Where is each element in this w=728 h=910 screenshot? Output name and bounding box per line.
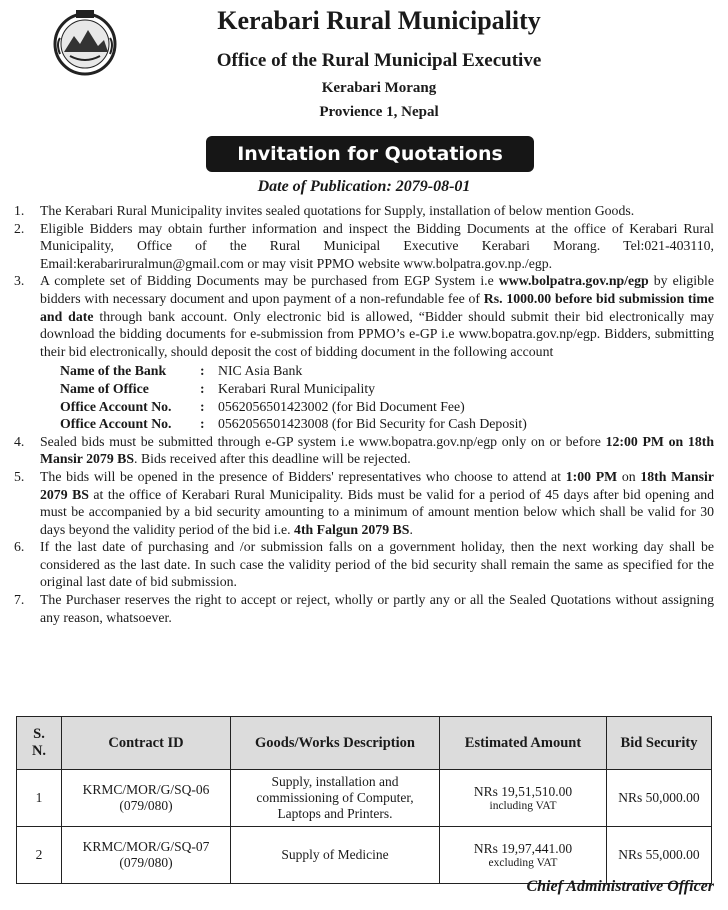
bank-value: NIC Asia Bank <box>218 363 303 379</box>
clause-item <box>14 272 714 360</box>
clause-number: 4. <box>14 433 25 449</box>
description-line: Laptops and Printers. <box>277 806 393 821</box>
amount-value: NRs 19,97,441.00 <box>473 841 573 856</box>
bank-value: Kerabari Rural Municipality <box>218 380 376 396</box>
cell-description <box>231 827 440 884</box>
clause-text-part: The bids will be opened in the presence of Bidders' representatives who choose to attend at <box>40 468 566 484</box>
clause-text <box>40 272 714 360</box>
clause-number: 1. <box>14 203 25 218</box>
submission-deadline: 12:00 PM on 18th Mansir 2079 BS <box>40 433 714 467</box>
clause-item <box>14 538 714 591</box>
contract-year: (079/080) <box>119 855 173 870</box>
publication-date: Date of Publication: 2079-08-01 <box>257 178 471 195</box>
clause-item <box>14 468 714 538</box>
egp-link[interactable]: www.bolpatra.gov.np/egp <box>498 273 649 289</box>
col-header-amount: Estimated Amount <box>440 717 607 770</box>
clause-text <box>40 468 714 538</box>
clause-number: 5. <box>14 468 25 484</box>
bank-details <box>60 362 714 432</box>
clause-text: If the last date of purchasing and /or submission falls on a government holiday, then the next working day shall be considered as the last date. In such case the validity period of the bid security shall remain the same as specified for the original last date of bid submission. <box>40 539 714 590</box>
cell-security: NRs 55,000.00 <box>607 827 712 884</box>
contract-year: (079/080) <box>119 798 173 813</box>
cell-security: NRs 50,000.00 <box>607 770 712 827</box>
bank-colon: : <box>200 416 205 432</box>
contract-id: KRMC/MOR/G/SQ-07 <box>82 839 210 854</box>
clause-text: The Purchaser reserves the right to accept or reject, wholly or partly any or all the Sealed Quotations without assigning any reason, whatsoever. <box>40 592 714 625</box>
clause-text-part: Sealed bids must be submitted through e-GP system i.e www.bopatra.gov.np/egp only on or before <box>40 433 606 449</box>
bank-value: 0562056501423002 (for Bid Document Fee) <box>218 398 465 414</box>
bank-row <box>60 415 714 433</box>
clause-item <box>14 202 714 220</box>
opening-time: 1:00 PM <box>565 468 618 484</box>
bank-label: Name of the Bank <box>60 363 167 379</box>
cell-contract-id <box>62 827 231 884</box>
cell-description <box>231 770 440 827</box>
org-name: Kerabari Rural Municipality <box>217 6 541 35</box>
bank-row <box>60 398 714 416</box>
description-line: commissioning of Computer, <box>256 790 414 805</box>
cell-sn: 1 <box>17 770 62 827</box>
table-header-row <box>17 717 712 770</box>
clause-item <box>14 591 714 626</box>
vat-note: excluding VAT <box>488 857 558 869</box>
table-row <box>17 827 712 884</box>
contract-id: KRMC/MOR/G/SQ-06 <box>82 782 210 797</box>
clause-text-part: on <box>617 468 641 484</box>
signatory-title: Chief Administrative Officer <box>526 878 714 895</box>
vat-note: including VAT <box>489 800 557 812</box>
description-line: Supply of Medicine <box>281 847 389 862</box>
clause-number: 6. <box>14 539 25 555</box>
cell-contract-id <box>62 770 231 827</box>
bank-colon: : <box>200 363 205 379</box>
notice-title-banner: Invitation for Quotations <box>206 136 534 172</box>
amount-value: NRs 19,51,510.00 <box>473 784 573 799</box>
bank-label: Name of Office <box>60 380 149 396</box>
clause-text: The Kerabari Rural Municipality invites sealed quotations for Supply, installation of below mention Goods. <box>40 203 635 218</box>
office-province: Provience 1, Nepal <box>319 104 439 120</box>
clause-number: 3. <box>14 273 25 289</box>
fee-amount: Rs. 1000.00 before bid submission time and date <box>40 290 714 324</box>
clause-item <box>14 220 714 273</box>
col-header-security: Bid Security <box>607 717 712 770</box>
table-row <box>17 770 712 827</box>
clauses-list <box>14 202 714 626</box>
description-line: Supply, installation and <box>271 774 399 789</box>
bank-value: 0562056501423008 (for Bid Security for Cash Deposit) <box>218 416 527 432</box>
clause-item <box>14 433 714 468</box>
bank-colon: : <box>200 398 205 414</box>
cell-amount <box>440 827 607 884</box>
clause-text-part: . Bids received after this deadline will be rejected. <box>134 451 411 467</box>
clause-text-part: through bank account. Only electronic bid is allowed, “Bidder should submit their bid electronically may download the bidding documents for e-submission from PPMO’s e-GP i.e www.bopatra.gov.np/egp. Bidders, submitting their bid electronically, should deposit the cost of bidding document in the following account <box>40 308 714 359</box>
clause-number: 2. <box>14 220 25 236</box>
col-header-sn <box>17 717 62 770</box>
sn-header-line: N. <box>31 743 47 759</box>
bank-colon: : <box>200 380 205 396</box>
bank-row <box>60 362 714 380</box>
clause-text-part: . <box>409 521 413 537</box>
cell-sn: 2 <box>17 827 62 884</box>
bank-label: Office Account No. <box>60 398 172 414</box>
opening-date: 18th Mansir 2079 BS <box>40 468 714 502</box>
clause-text-part: A complete set of Bidding Documents may be purchased from EGP System i.e <box>40 273 499 289</box>
office-name: Office of the Rural Municipal Executive <box>216 50 542 71</box>
cell-amount <box>440 770 607 827</box>
clause-text-part: at the office of Kerabari Rural Municipality. Bids must be valid for a period of 45 days after bid opening and must be accompanied by a bid security amounting to a minimum of amount mention below which shall be valid for 30 days beyond the validity period of the bid i.e. <box>40 486 714 537</box>
clause-number: 7. <box>14 592 25 608</box>
sn-header-line: S. <box>33 726 45 742</box>
bank-row <box>60 380 714 398</box>
quotation-table <box>16 716 712 884</box>
bank-label: Office Account No. <box>60 416 172 432</box>
validity-date: 4th Falgun 2079 BS <box>294 521 410 537</box>
clause-text: Eligible Bidders may obtain further information and inspect the Bidding Documents at the office of Kerabari Rural Municipality, Office of the Rural Municipal Executive Kerabari Morang. Tel:021-403110, Email:kerabariruralmun@gmail.com or may visit PPMO website www.bolpatra.gov.np./egp. <box>40 220 714 271</box>
clause-text <box>40 433 714 468</box>
municipality-emblem-icon <box>52 8 118 78</box>
office-location: Kerabari Morang <box>321 80 437 96</box>
clause-text-part: by eligible bidders with necessary document and upon payment of a non-refundable fee of <box>40 273 715 306</box>
col-header-contract: Contract ID <box>62 717 231 770</box>
col-header-goods: Goods/Works Description <box>231 717 440 770</box>
